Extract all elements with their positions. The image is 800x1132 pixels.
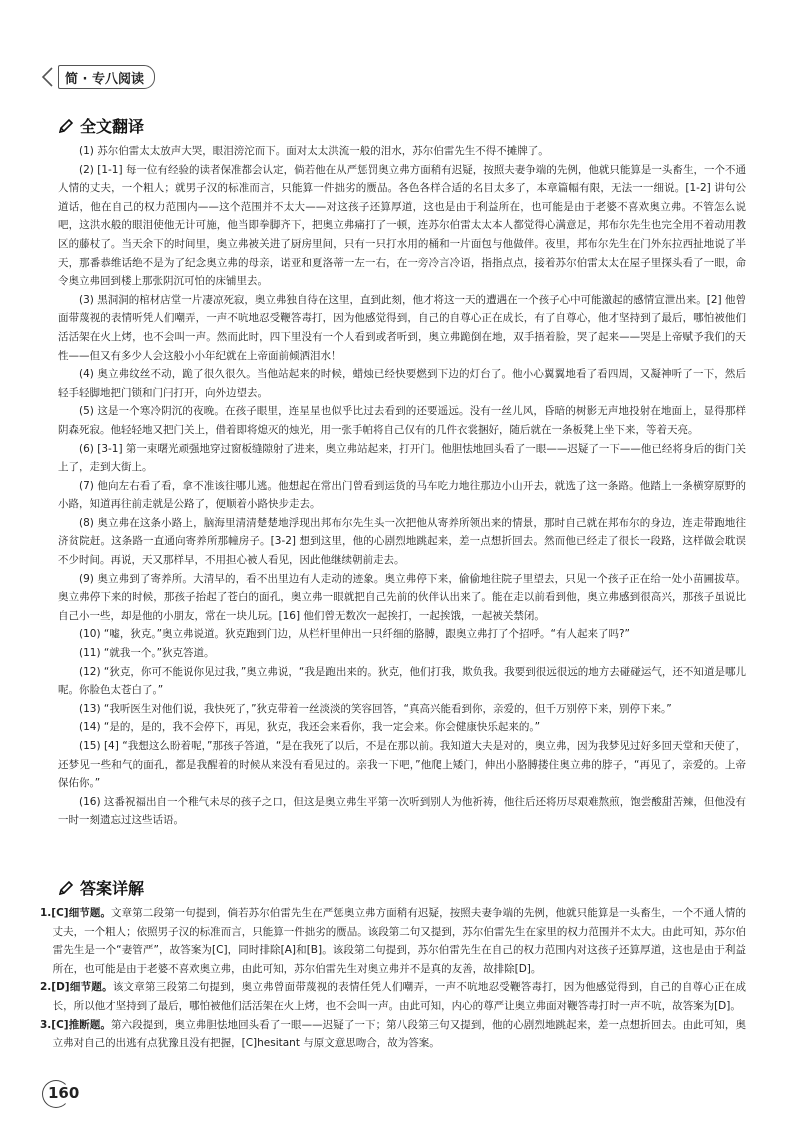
page-number-circle — [42, 1080, 70, 1108]
pencil-icon — [58, 118, 74, 134]
page-number-text: 160 — [48, 1084, 80, 1102]
translation-paragraph: (16) 这番祝福出自一个稚气未尽的孩子之口，但这是奥立弗生平第一次听到别人为他祈祷，他往后还将历尽艰难熬煎，饱尝酸甜苦辣，但他没有一时一刻遗忘过这些话语。 — [58, 795, 746, 827]
header-badge: 简 · 专八阅读 — [58, 65, 155, 89]
translation-paragraph: (13) “我听医生对他们说，我快死了，”狄克带着一丝淡淡的笑容回答，“真高兴能看到你，亲爱的，但千万别停下来，别停下来。” — [79, 702, 672, 715]
translation-paragraph: (4) 奥立弗纹丝不动，跪了很久很久。当他站起来的时候，蜡烛已经快要燃到下边的灯台了。他小心翼翼地看了看四周，又凝神听了一下，然后轻手轻脚地把门锁和门闩打开，向外边望去。 — [58, 368, 746, 399]
translation-paragraph: (2) [1-1] 每一位有经验的读者保准都会认定，倘若他在从严惩罚奥立弗方面稍有迟疑，按照夫妻争端的先例，他就只能算是一头畜生，一个不通人情的丈夫，一个粗人；就男子汉的标准而言，只能算一件拙劣的赝品。各色各样合适的名目太多了，本章篇幅有限，无法一一细说。[1-2] 讲句公道话，他在自己的权力范围内——这个范围并不太大——对这孩子还算厚道，这也是由于利益所在，也可能是由于老婆不喜欢奥立弗。不管怎么说吧，这洪水般的眼泪使他无计可施，他当即拳脚齐下，把奥立弗痛打了一顿，连苏尔伯雷太太本人都觉得心满意足，邦布尔先生也完全用不着动用教区的藤杖了。当天余下的时间里，奥立弗被关进了厨房里间，只有一只打水用的桶和一片面包与他做伴。夜里，邦布尔先生在门外东拉西扯地说了半天，那番恭维话绝不是为了纪念奥立弗的母亲，诺亚和夏洛蒂一左一右，在一旁冷言冷语，指指点点，接着苏尔伯雷太太在屋子里探头看了一眼，命令奥立弗回到楼上那张阴沉可怕的床铺里去。 — [58, 163, 746, 288]
answer-item — [40, 1016, 746, 1053]
translation-paragraph: (15) [4] “我想这么盼着呢，”那孩子答道，“是在我死了以后，不是在那以前。我知道大夫是对的，奥立弗，因为我梦见过好多回天堂和天使了，还梦见一些和气的面孔，都是我醒着的时候从来没有看见过的。亲我一下吧，”他爬上矮门，伸出小胳膊搂住奥立弗的脖子，“再见了，亲爱的。上帝保佑你。” — [58, 740, 746, 790]
translation-paragraph: (7) 他向左右看了看，拿不准该往哪儿逃。他想起在常出门曾看到运货的马车吃力地往那边小山开去，就选了这一条路。他踏上一条横穿原野的小路，知道再往前走就是公路了，便顺着小路快步走去。 — [58, 479, 746, 511]
translation-paragraph: (5) 这是一个寒冷阴沉的夜晚。在孩子眼里，连星星也似乎比过去看到的还要遥远。没有一丝儿风，昏暗的树影无声地投射在地面上，显得那样阴森死寂。他轻轻地又把门关上，借着即将熄灭的烛光，用一张手帕将自己仅有的几件衣裳捆好，随后就在一条板凳上坐下来，等着天亮。 — [58, 405, 746, 436]
answer-key: [C] — [51, 907, 69, 919]
translation-paragraph: (11) “就我一个。”狄克答道。 — [79, 647, 215, 660]
chevron-deco-icon — [40, 66, 54, 88]
translation-body — [58, 142, 746, 830]
answer-item — [40, 978, 746, 1015]
answer-item — [40, 904, 746, 978]
answer-number: 1. — [40, 907, 52, 919]
answer-type: 细节题。 — [68, 907, 112, 919]
translation-paragraph: (8) 奥立弗在这条小路上，脑海里清清楚楚地浮现出邦布尔先生头一次把他从寄养所领出来的情景，那时自己就在邦布尔的身边，连走带跑地往济贫院赶。这条路一直通向寄养所那幢房子。[3-2] 想到这里，他的心剧烈地跳起来，差一点想折回去。然而他已经走了很长一段路，这样做会耽误不少时间。再说，天又那样早，不用担心被人看见，因此他继续朝前走去。 — [58, 516, 746, 567]
running-header — [40, 64, 155, 90]
answers-body — [40, 904, 746, 1053]
answer-type: 推断题。 — [68, 1018, 112, 1031]
answers-heading — [58, 876, 144, 899]
answer-explanation: 该文章第三段第二句提到，奥立弗曾面带蔑视的表情任凭人们嘲弄，一声不吭地忍受鞭答毒打，因为他感觉得到，自己的自尊心正在成长，所以他才坚持到了最后，哪怕被他们活活架在火上烤，也不会叫一声。由此可知，内心的尊严让奥立弗面对鞭答毒打时一声不吭，故答案为[D]。 — [52, 981, 747, 1012]
translation-paragraph: (10) “嘘，狄克。”奥立弗说道。狄克跑到门边，从栏杆里伸出一只纤细的胳膊，跟奥立弗打了个招呼。“有人起来了吗?” — [79, 628, 630, 641]
translation-paragraph: (14) “是的，是的，我不会停下，再见，狄克，我还会来看你，我一定会来。你会健康快乐起来的。” — [79, 721, 541, 734]
answer-number: 3. — [40, 1018, 52, 1031]
translation-paragraph: (6) [3-1] 第一束曙光顽强地穿过窗板缝隙射了进来，奥立弗站起来，打开门。他胆怯地回头看了一眼——迟疑了一下——他已经将身后的街门关上了，走到大街上。 — [58, 442, 746, 474]
translation-paragraph: (12) “狄克，你可不能说你见过我，”奥立弗说，“我是跑出来的。狄克，他们打我，欺负我。我要到很远很远的地方去碰碰运气，还不知道是哪儿呢。你脸色太苍白了。” — [58, 665, 746, 697]
page-number — [48, 1084, 79, 1102]
translation-heading-text: 全文翻译 — [80, 117, 145, 136]
answer-explanation: 文章第二段第一句提到，倘若苏尔伯雷先生在严惩奥立弗方面稍有迟疑，按照夫妻争端的先例，他就只能算是一头畜生，一个不通人情的丈夫，一个粗人；依照男子汉的标准而言，只能算一件拙劣的赝品。该段第二句又提到，苏尔伯雷先生在家里的权力范围并不太大。由此可知，苏尔伯雷先生是一个“妻管严”，故答案为[C]，同时排除[A]和[B]。该段第二句提到，苏尔伯雷先生在自己的权力范围内对这孩子还算厚道，这也是由于利益所在，也可能是由于老婆不喜欢奥立弗，由此可知，苏尔伯雷先生对奥立弗并不是真的友善，故排除[D]。 — [52, 907, 746, 975]
pencil-icon — [58, 880, 74, 896]
answer-key: [C] — [51, 1018, 69, 1031]
answer-number: 2. — [40, 981, 52, 994]
answers-heading-text: 答案详解 — [80, 879, 145, 898]
answer-key: [D] — [51, 981, 70, 994]
translation-heading — [58, 114, 144, 137]
answer-explanation: 第六段提到，奥立弗胆怯地回头看了一眼——迟疑了一下；第八段第三句又提到，他的心剧烈地跳起来，差一点想折回去。由此可知，奥立弗对自己的出逃有点犹豫且没有把握，[C]hesitant 与原文意思吻合，故为答案。 — [52, 1018, 747, 1050]
translation-paragraph: (9) 奥立弗到了寄养所。大清早的，看不出里边有人走动的迹象。奥立弗停下来，偷偷地往院子里望去，只见一个孩子正在给一处小苗圃拔草。奥立弗停下来的时候，那孩子抬起了苍白的面孔，奥立弗一眼就把自己先前的伙伴认出来了。能在走以前看到他，奥立弗感到很高兴，那孩子虽说比自己小一些，却是他的小朋友，常在一块儿玩。[16] 他们曾无数次一起挨打，一起挨饿，一起被关禁闭。 — [58, 572, 746, 622]
translation-paragraph: (3) 黑洞洞的棺材店堂一片凄凉死寂，奥立弗独自待在这里，直到此刻，他才将这一天的遭遇在一个孩子心中可能激起的感情宣泄出来。[2] 他曾面带蔑视的表情听凭人们嘲弄，一声不吭地忍受鞭答毒打，因为他感觉得到，自己的自尊心正在成长，有了自尊心，他才坚持到了最后，哪怕被他们活活架在火上烤，也不会叫一声。然而此时，四下里没有一个人看到或者听到，奥立弗跪倒在地，双手捂着脸，哭了起来——哭是上帝赋予我们的天性——但又有多少人会这般小小年纪就在上帝面前倾洒泪水！ — [58, 293, 746, 362]
answer-type: 细节题。 — [69, 981, 113, 994]
translation-paragraph: (1) 苏尔伯雷太太放声大哭，眼泪滂沱而下。面对太太洪流一般的泪水，苏尔伯雷先生不得不摊牌了。 — [79, 145, 549, 157]
